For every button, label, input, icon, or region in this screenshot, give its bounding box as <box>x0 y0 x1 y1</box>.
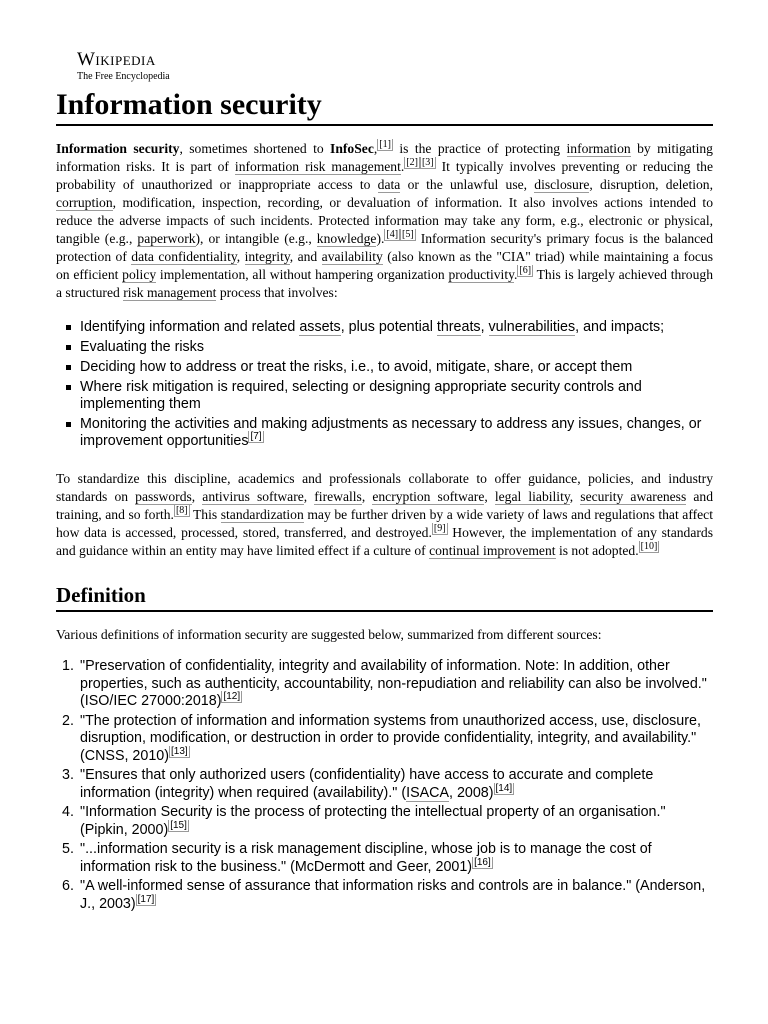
text: , disruption, deletion, <box>589 177 713 192</box>
text: "A well-informed sense of assurance that information risks and controls are in balance." (Anderson, J., 2003) <box>80 878 706 912</box>
text: is the practice of protecting <box>392 141 567 156</box>
text: . <box>400 159 405 174</box>
list-item <box>56 359 713 376</box>
link-paperwork[interactable]: paperwork <box>137 231 196 246</box>
bullet-square-icon <box>66 365 71 370</box>
link-disclosure[interactable]: disclosure <box>534 177 590 192</box>
text: However, the implementation of any standards and guidance within an entity may have limited effect if a culture of <box>56 525 713 558</box>
link-continual-improvement[interactable]: continual improvement <box>429 543 556 558</box>
list-number: 1. <box>62 658 74 674</box>
text: , <box>191 489 203 504</box>
text: implementation, all without hampering organization <box>156 267 449 282</box>
list-item <box>56 804 713 839</box>
list-item <box>56 379 713 413</box>
citation-12[interactable]: [12] <box>223 691 241 703</box>
text: This is largely achieved through a structured <box>56 267 713 300</box>
bold-term: InfoSec <box>330 141 374 156</box>
text: , 2008) <box>449 784 494 801</box>
link-data[interactable]: data <box>377 177 401 192</box>
text: by mitigating information risks. It is part of <box>56 141 713 174</box>
text: , plus potential <box>340 319 437 335</box>
list-item <box>56 878 713 913</box>
text: , <box>361 489 373 504</box>
citation-10[interactable]: [10] <box>640 541 658 553</box>
citation-7[interactable]: [7] <box>250 431 262 443</box>
list-item <box>56 767 713 802</box>
definition-lead: Various definitions of information security are suggested below, summarized from different sources: <box>56 627 602 642</box>
text: "Preservation of confidentiality, integrity and availability of information. Note: In addition, other properties, such as authenticity, accountability, non-repudiation and reliability can also be involved." (ISO/IEC 27000:2018) <box>80 658 707 709</box>
citation-8[interactable]: [8] <box>175 505 188 517</box>
text: , <box>303 489 315 504</box>
list-item <box>56 416 713 450</box>
list-number: 2. <box>62 712 74 729</box>
text: It typically involves preventing or reducing the probability of unauthorized or inappropriate access to <box>56 159 713 192</box>
text: . <box>514 267 518 282</box>
logo-tagline: The Free Encyclopedia <box>77 71 170 82</box>
text: Monitoring the activities and making adjustments as necessary to address any issues, changes, or improvement opportunities <box>80 416 702 449</box>
link-antivirus-software[interactable]: antivirus software <box>202 489 304 504</box>
text: Evaluating the risks <box>80 339 204 355</box>
list-item <box>56 339 713 356</box>
link-corruption[interactable]: corruption <box>56 195 113 210</box>
bullet-square-icon <box>66 422 71 427</box>
wikipedia-logo[interactable] <box>77 50 713 86</box>
link-vulnerabilities[interactable]: vulnerabilities <box>488 319 576 335</box>
bullet-square-icon <box>66 385 71 390</box>
text: , <box>480 319 489 335</box>
standards-paragraph <box>56 470 713 560</box>
list-number: 3. <box>62 767 74 783</box>
text: To standardize this discipline, academics and professionals collaborate to offer guidance, policies, and industry standards on <box>56 471 713 504</box>
citation-6[interactable]: [6] <box>519 265 532 277</box>
text: Identifying information and related <box>80 319 300 335</box>
list-number: 5. <box>62 841 74 857</box>
link-passwords[interactable]: passwords <box>135 489 192 504</box>
text: , and impacts; <box>575 319 665 335</box>
text: , <box>484 489 495 504</box>
link-standardization[interactable]: standardization <box>220 507 304 522</box>
intro-paragraph <box>56 140 713 302</box>
logo-wordmark: Wikipedia <box>77 49 156 70</box>
citation-4[interactable]: [4] <box>386 229 399 241</box>
text: ). <box>376 231 385 246</box>
citation-15[interactable]: [15] <box>170 819 187 831</box>
section-heading-definition: Definition <box>56 582 713 612</box>
citation-5[interactable]: [5] <box>402 229 414 241</box>
text: is not adopted. <box>555 543 639 558</box>
text: , <box>373 141 378 156</box>
citation-14[interactable]: [14] <box>495 782 513 794</box>
text: , and <box>289 249 322 264</box>
text: Deciding how to address or treat the risks, i.e., to avoid, mitigate, share, or accept them <box>80 359 633 375</box>
link-integrity[interactable]: integrity <box>244 249 290 264</box>
link-security-awareness[interactable]: security awareness <box>580 489 687 504</box>
text: This <box>189 507 221 522</box>
link-legal-liability[interactable]: legal liability <box>494 489 570 504</box>
text: ), or intangible (e.g., <box>195 231 317 246</box>
page-title: Information security <box>56 88 713 126</box>
text: (also known as the "CIA" triad) while maintaining a focus on efficient <box>56 249 714 282</box>
link-data-confidentiality[interactable]: data confidentiality <box>131 249 237 264</box>
bullet-square-icon <box>66 325 71 330</box>
text: or the unlawful use, <box>400 177 535 192</box>
citation-13[interactable]: [13] <box>171 745 188 757</box>
text: may be further driven by a wide variety of laws and regulations that affect how data is accessed, processed, stored, transferred, and destroyed. <box>56 507 713 540</box>
text: , sometimes shortened to <box>179 141 331 156</box>
link-firewalls[interactable]: firewalls <box>314 489 362 504</box>
text: , <box>236 249 245 264</box>
link-assets[interactable]: assets <box>299 319 341 335</box>
citation-1[interactable]: [1] <box>379 139 391 151</box>
list-item <box>56 713 713 766</box>
text: "...information security is a risk management discipline, whose job is to manage the cost of information risk to the business." (McDermott and Geer, 2001) <box>80 841 652 875</box>
link-availability[interactable]: availability <box>321 249 383 264</box>
text: Where risk mitigation is required, selecting or designing appropriate security controls and implementing them <box>80 379 642 412</box>
process-list <box>56 319 713 450</box>
link-information[interactable]: information <box>566 141 631 156</box>
citation-2[interactable]: [2] <box>406 157 418 169</box>
citation-16[interactable]: [16] <box>474 856 491 868</box>
list-number: 4. <box>62 804 74 820</box>
text: "The protection of information and information systems from unauthorized access, use, disclosure, disruption, modification, or destruction in order to provide confidentiality, integrity, and availability." (CNSS, 2010) <box>80 712 701 764</box>
link-knowledge[interactable]: knowledge <box>316 231 377 246</box>
text: "Information Security is the process of protecting the intellectual property of an organisation." (Pipkin, 2000) <box>80 804 666 838</box>
text: process that involves: <box>216 285 338 300</box>
definition-list <box>56 658 713 913</box>
link-threats[interactable]: threats <box>436 319 481 335</box>
citation-9[interactable]: [9] <box>433 523 446 535</box>
list-number: 6. <box>62 878 74 894</box>
list-item <box>56 658 713 711</box>
text: Information security's primary focus is the balanced protection of <box>56 231 714 264</box>
citation-3[interactable]: [3] <box>421 157 434 169</box>
text: , modification, inspection, recording, or devaluation of information. It also involves actions intended to reduce the adverse impacts of such incidents. Protected information may take any form, e.g., electronic or physical, tangible (e.g., <box>56 195 713 246</box>
text: , <box>569 489 581 504</box>
link-encryption-software[interactable]: encryption software <box>372 489 485 504</box>
text: "Ensures that only authorized users (confidentiality) have access to accurate and complete information (integrity) when required (availability)." ( <box>80 767 654 801</box>
bullet-square-icon <box>66 345 71 350</box>
link-policy[interactable]: policy <box>122 267 157 282</box>
link-information-risk-management[interactable]: information risk management <box>234 159 401 174</box>
link-productivity[interactable]: productivity <box>448 267 515 282</box>
citation-17[interactable]: [17] <box>137 893 155 905</box>
text: and training, and so forth. <box>56 489 713 522</box>
link-risk-management[interactable]: risk management <box>123 285 217 300</box>
list-item <box>56 319 713 336</box>
bold-term: Information security <box>56 141 180 156</box>
article <box>56 50 713 915</box>
link-isaca[interactable]: ISACA <box>406 784 449 801</box>
list-item <box>56 841 713 876</box>
